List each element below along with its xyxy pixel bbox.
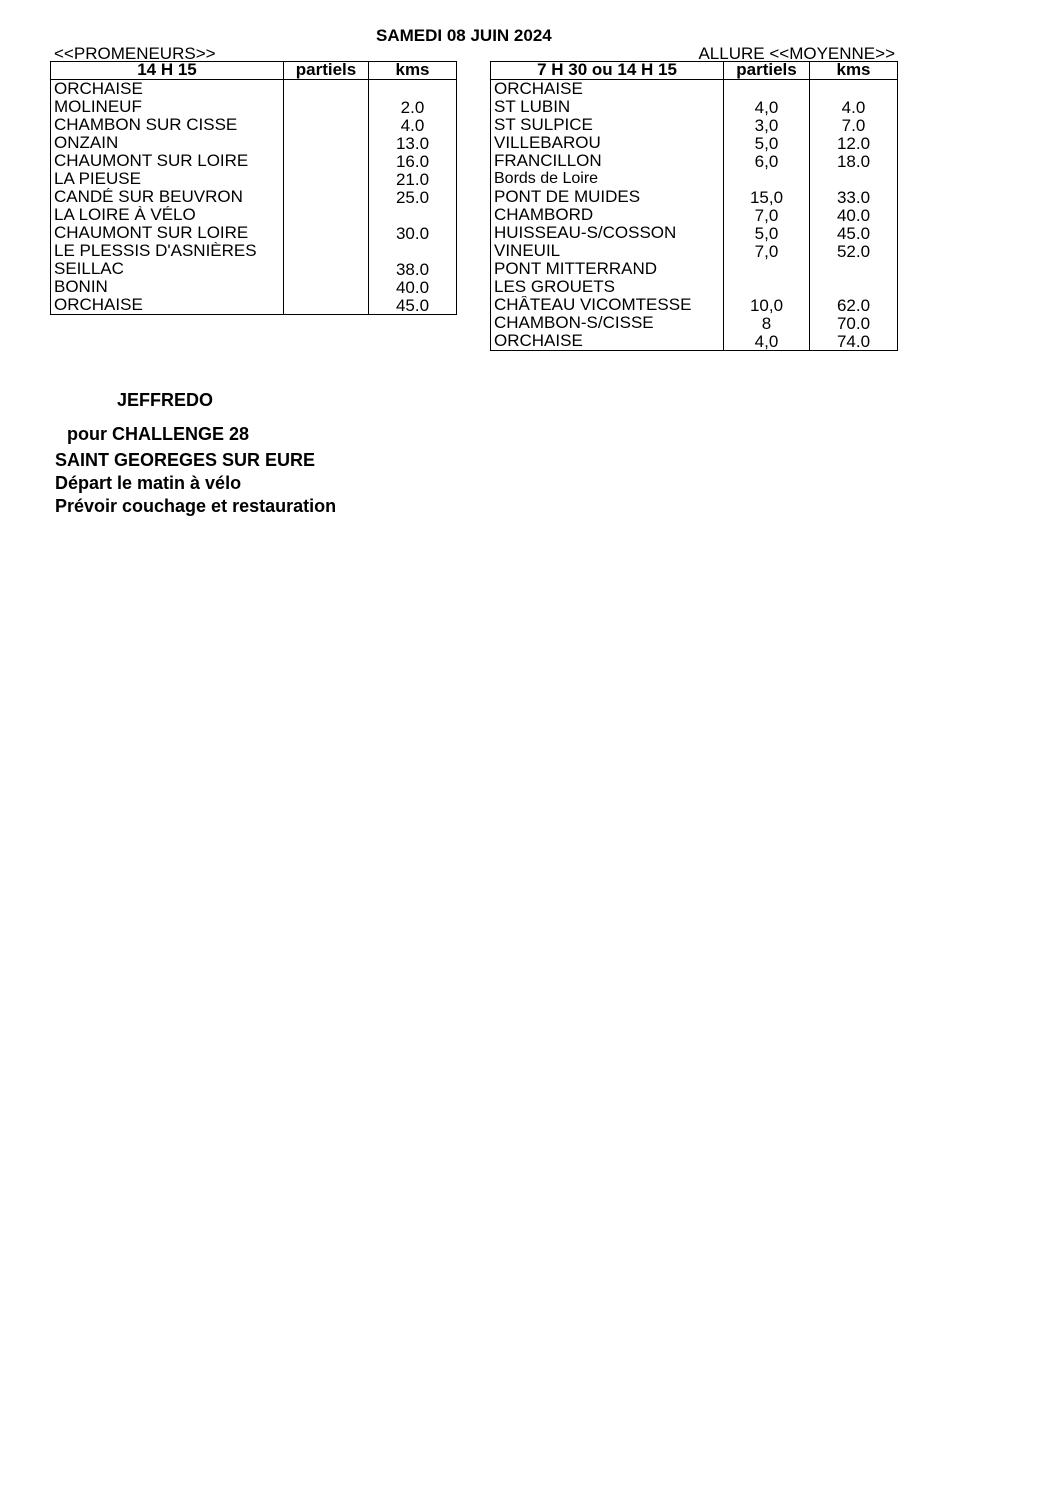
place-cell: LES GROUETS xyxy=(491,278,724,296)
kms-cell: 52.0 xyxy=(810,242,898,260)
kms-cell xyxy=(369,206,457,224)
place-cell: LA LOIRE À VÉLO xyxy=(51,206,284,224)
place-cell: CHÂTEAU VICOMTESSE xyxy=(491,296,724,314)
kms-cell: 40.0 xyxy=(810,206,898,224)
partiel-cell xyxy=(284,116,369,134)
kms-cell xyxy=(810,80,898,99)
kms-cell: 4.0 xyxy=(369,116,457,134)
table-row xyxy=(491,224,898,242)
place-cell: VINEUIL xyxy=(491,242,724,260)
note-lodging: Prévoir couchage et restauration xyxy=(55,496,337,516)
place-cell: ST SULPICE xyxy=(491,116,724,134)
kms-cell: 13.0 xyxy=(369,134,457,152)
partiel-cell: 6,0 xyxy=(724,152,810,170)
table-row xyxy=(491,188,898,206)
table-row xyxy=(491,80,898,99)
place-cell: ST LUBIN xyxy=(491,98,724,116)
kms-cell: 74.0 xyxy=(810,332,898,351)
partiel-cell: 7,0 xyxy=(724,242,810,260)
place-cell: CANDÉ SUR BEUVRON xyxy=(51,188,284,206)
table-row xyxy=(51,152,457,170)
place-cell: ORCHAISE xyxy=(51,296,284,315)
table-row xyxy=(51,242,457,260)
table-row xyxy=(51,98,457,116)
table-row xyxy=(51,134,457,152)
place-cell: HUISSEAU-S/COSSON xyxy=(491,224,724,242)
kms-cell: 38.0 xyxy=(369,260,457,278)
partiel-cell xyxy=(284,98,369,116)
partiel-cell: 3,0 xyxy=(724,116,810,134)
kms-cell xyxy=(810,260,898,278)
column-header-partiels: partiels xyxy=(724,62,810,80)
kms-cell: 21.0 xyxy=(369,170,457,188)
place-cell: LE PLESSIS D'ASNIÈRES xyxy=(51,242,284,260)
kms-cell: 62.0 xyxy=(810,296,898,314)
column-header-kms: kms xyxy=(369,62,457,80)
partiel-cell xyxy=(284,152,369,170)
kms-cell xyxy=(810,278,898,296)
kms-cell: 4.0 xyxy=(810,98,898,116)
table-row xyxy=(491,152,898,170)
kms-cell xyxy=(369,80,457,99)
kms-cell: 33.0 xyxy=(810,188,898,206)
table-row xyxy=(51,260,457,278)
column-header-partiels: partiels xyxy=(284,62,369,80)
table-row xyxy=(491,332,898,351)
partiel-cell: 5,0 xyxy=(724,224,810,242)
place-cell: MOLINEUF xyxy=(51,98,284,116)
partiel-cell: 8 xyxy=(724,314,810,332)
place-cell: ORCHAISE xyxy=(51,80,284,99)
column-header-kms: kms xyxy=(810,62,898,80)
partiel-cell xyxy=(284,242,369,260)
kms-cell: 30.0 xyxy=(369,224,457,242)
partiel-cell xyxy=(724,80,810,99)
table-row xyxy=(491,260,898,278)
partiel-cell: 4,0 xyxy=(724,98,810,116)
place-cell: SEILLAC xyxy=(51,260,284,278)
table-row xyxy=(491,296,898,314)
kms-cell: 2.0 xyxy=(369,98,457,116)
note-organizer: JEFFREDO xyxy=(117,390,214,410)
place-cell: PONT DE MUIDES xyxy=(491,188,724,206)
place-cell: CHAUMONT SUR LOIRE xyxy=(51,224,284,242)
kms-cell: 40.0 xyxy=(369,278,457,296)
kms-cell: 45.0 xyxy=(810,224,898,242)
partiel-cell: 4,0 xyxy=(724,332,810,351)
place-cell: FRANCILLON xyxy=(491,152,724,170)
place-cell: LA PIEUSE xyxy=(51,170,284,188)
table-row xyxy=(51,296,457,315)
note-destination: SAINT GEOREGES SUR EURE xyxy=(55,450,316,470)
table-row xyxy=(491,98,898,116)
promeneurs-label: <<PROMENEURS>> xyxy=(54,44,216,63)
place-cell: CHAMBORD xyxy=(491,206,724,224)
table-header-row xyxy=(491,62,898,80)
column-header-time: 7 H 30 ou 14 H 15 xyxy=(491,62,724,80)
partiel-cell xyxy=(284,260,369,278)
place-cell: ORCHAISE xyxy=(491,80,724,99)
table-row xyxy=(51,170,457,188)
kms-cell: 7.0 xyxy=(810,116,898,134)
kms-cell: 12.0 xyxy=(810,134,898,152)
place-cell: CHAMBON-S/CISSE xyxy=(491,314,724,332)
partiel-cell: 15,0 xyxy=(724,188,810,206)
partiel-cell xyxy=(284,80,369,99)
table-row xyxy=(491,170,898,188)
table-row xyxy=(491,116,898,134)
place-cell: PONT MITTERRAND xyxy=(491,260,724,278)
partiel-cell: 10,0 xyxy=(724,296,810,314)
partiel-cell: 7,0 xyxy=(724,206,810,224)
kms-cell: 45.0 xyxy=(369,296,457,315)
place-cell: CHAUMONT SUR LOIRE xyxy=(51,152,284,170)
partiel-cell xyxy=(284,206,369,224)
allure-moyenne-route-table xyxy=(490,61,898,351)
partiel-cell xyxy=(284,134,369,152)
note-challenge: pour CHALLENGE 28 xyxy=(67,424,250,444)
date-title: SAMEDI 08 JUIN 2024 xyxy=(376,26,552,45)
place-cell: VILLEBAROU xyxy=(491,134,724,152)
kms-cell: 16.0 xyxy=(369,152,457,170)
table-row xyxy=(51,116,457,134)
table-row xyxy=(51,206,457,224)
place-cell: Bords de Loire xyxy=(491,170,724,188)
partiel-cell xyxy=(284,170,369,188)
partiel-cell xyxy=(284,296,369,315)
table-row xyxy=(491,134,898,152)
partiel-cell xyxy=(284,278,369,296)
place-cell: BONIN xyxy=(51,278,284,296)
table-row xyxy=(491,278,898,296)
place-cell: ORCHAISE xyxy=(491,332,724,351)
column-header-time: 14 H 15 xyxy=(51,62,284,80)
partiel-cell xyxy=(284,188,369,206)
kms-cell: 25.0 xyxy=(369,188,457,206)
kms-cell: 70.0 xyxy=(810,314,898,332)
partiel-cell xyxy=(284,224,369,242)
kms-cell xyxy=(369,242,457,260)
table-row xyxy=(51,278,457,296)
place-cell: ONZAIN xyxy=(51,134,284,152)
promeneurs-route-table xyxy=(50,61,457,315)
partiel-cell xyxy=(724,260,810,278)
kms-cell: 18.0 xyxy=(810,152,898,170)
table-row xyxy=(51,80,457,99)
partiel-cell: 5,0 xyxy=(724,134,810,152)
table-row xyxy=(491,242,898,260)
table-row xyxy=(51,188,457,206)
table-row xyxy=(51,224,457,242)
allure-moyenne-label: ALLURE <<MOYENNE>> xyxy=(698,44,895,63)
table-header-row xyxy=(51,62,457,80)
partiel-cell xyxy=(724,170,810,188)
note-departure: Départ le matin à vélo xyxy=(55,473,242,493)
kms-cell xyxy=(810,170,898,188)
place-cell: CHAMBON SUR CISSE xyxy=(51,116,284,134)
partiel-cell xyxy=(724,278,810,296)
table-row xyxy=(491,206,898,224)
table-row xyxy=(491,314,898,332)
